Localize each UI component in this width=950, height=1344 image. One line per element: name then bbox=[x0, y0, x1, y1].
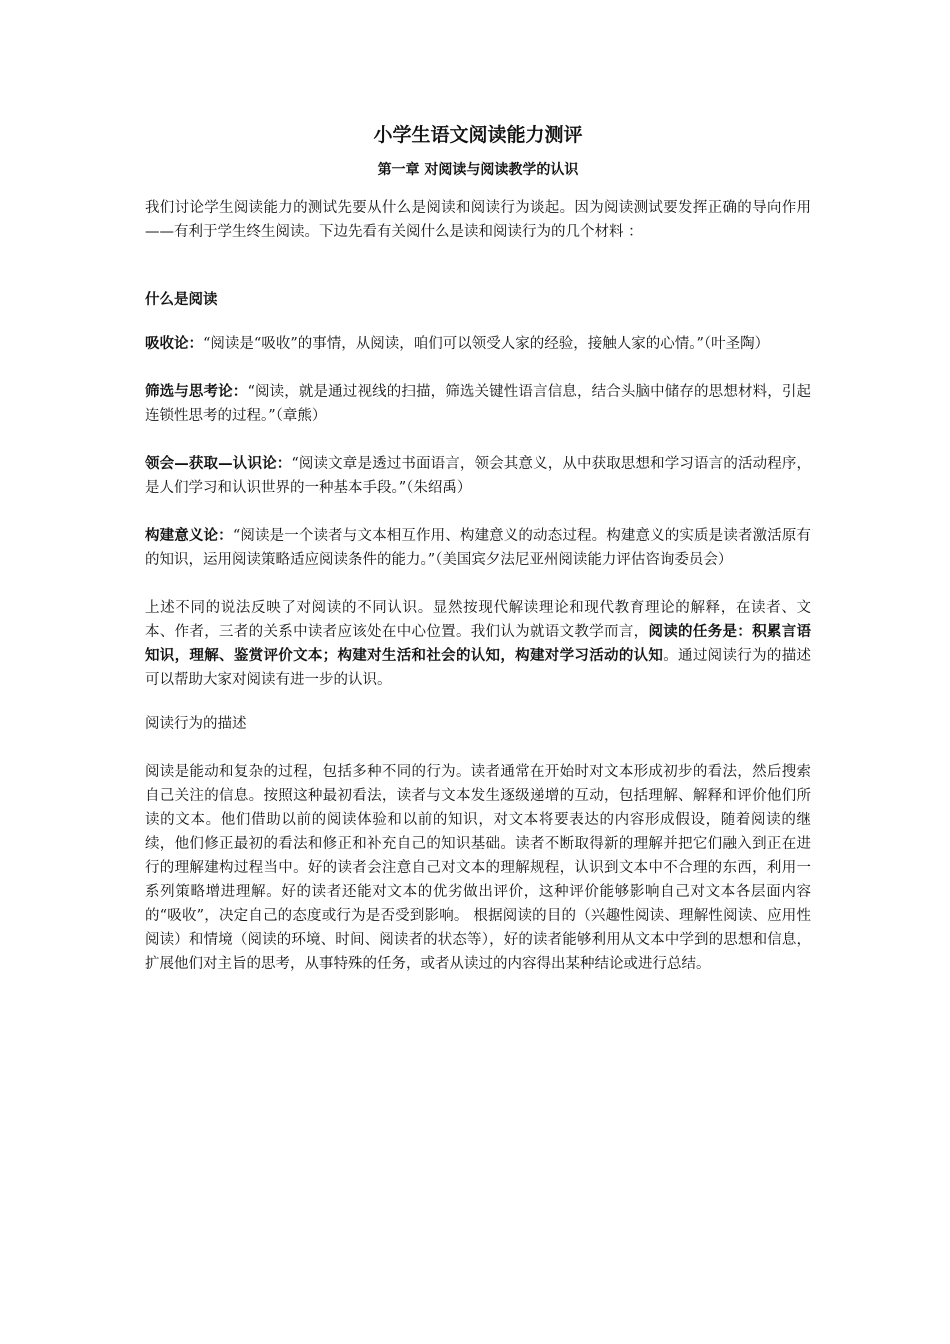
definition-term: 构建意义论： bbox=[145, 528, 233, 544]
definition-text: “阅读文章是透过书面语言，领会其意义，从中获取思想和学习语言的活动程序，是人们学习和认识世界的一种基本手段。”（朱绍禹） bbox=[145, 456, 811, 496]
definition-selection-thinking bbox=[145, 380, 811, 428]
section-heading-reading-behavior: 阅读行为的描述 bbox=[145, 716, 247, 732]
definition-text: “阅读，就是通过视线的扫描，筛选关键性语言信息，结合头脑中储存的思想材料，引起连锁性思考的过程。”（章熊） bbox=[145, 384, 811, 424]
document-title: 小学生语文阅读能力测评 bbox=[373, 124, 583, 146]
intro-paragraph: 我们讨论学生阅读能力的测试先要从什么是阅读和阅读行为谈起。因为阅读测试要发挥正确的导向作用——有利于学生终生阅读。下边先看有关阅什么是读和阅读行为的几个材料 ： bbox=[145, 200, 811, 240]
chapter-heading: 第一章 对阅读与阅读教学的认识 bbox=[377, 162, 579, 178]
section-heading-what-is-reading: 什么是阅读 bbox=[145, 292, 218, 308]
definition-text: “阅读是“吸收”的事情，从阅读，咱们可以领受人家的经验，接触人家的心情。”（叶圣陶） bbox=[203, 336, 770, 352]
definition-absorption bbox=[145, 332, 811, 356]
summary-text: 上述不同的说法反映了对阅读的不同认识。显然按现代解读理论和现代教育理论的解释，在读者、文本、作者，三者的关系中读者应该处在中心位置。我们认为就语文教学而言， bbox=[145, 600, 811, 640]
definition-comprehension bbox=[145, 452, 811, 500]
definition-meaning-construction bbox=[145, 524, 811, 572]
definition-term: 领会—获取—认识论： bbox=[145, 456, 292, 472]
summary-text-end: 。通过阅读行为的描述可以帮助大家对阅读有进一步的认识。 bbox=[145, 648, 812, 688]
summary-emphasis: 阅读的任务是：积累言语知识，理解、鉴赏评价文本；构建对生活和社会的认知，构建对学习活动的认知 bbox=[145, 624, 812, 664]
behavior-paragraph: 阅读是能动和复杂的过程，包括多种不同的行为。读者通常在开始时对文本形成初步的看法，然后搜索自己关注的信息。按照这种最初看法，读者与文本发生逐级递增的互动，包括理解、解释和评价他们所读的文本。他们借助以前的阅读体验和以前的知识，对文本将要表达的内容形成假设，随着阅读的继续，他们修正最初的看法和修正和补充自己的知识基础。读者不断取得新的理解并把它们融入到正在进行的理解建构过程当中。好的读者会注意自己对文本的理解规程，认识到文本中不合理的东西，利用一系列策略增进理解。好的读者还能对文本的优劣做出评价，这种评价能够影响自己对文本各层面内容的“吸收”，决定自己的态度或行为是否受到影响。 根据阅读的目的（兴趣性阅读、理解性阅读、应用性阅读）和情境（阅读的环境、时间、阅读者的状态等），好的读者能够利用从文本中学到的思想和信息，扩展他们对主旨的思考，从事特殊的任务，或者从读过的内容得出某种结论或进行总结。 bbox=[145, 764, 811, 972]
summary-paragraph bbox=[145, 596, 811, 692]
definition-text: “阅读是一个读者与文本相互作用、构建意义的动态过程。构建意义的实质是读者激活原有的知识，运用阅读策略适应阅读条件的能力。”（美国宾夕法尼亚州阅读能力评估咨询委员会） bbox=[145, 528, 811, 568]
definition-term: 吸收论： bbox=[145, 336, 203, 352]
document-page bbox=[145, 118, 811, 976]
definition-term: 筛选与思考论： bbox=[145, 384, 248, 400]
